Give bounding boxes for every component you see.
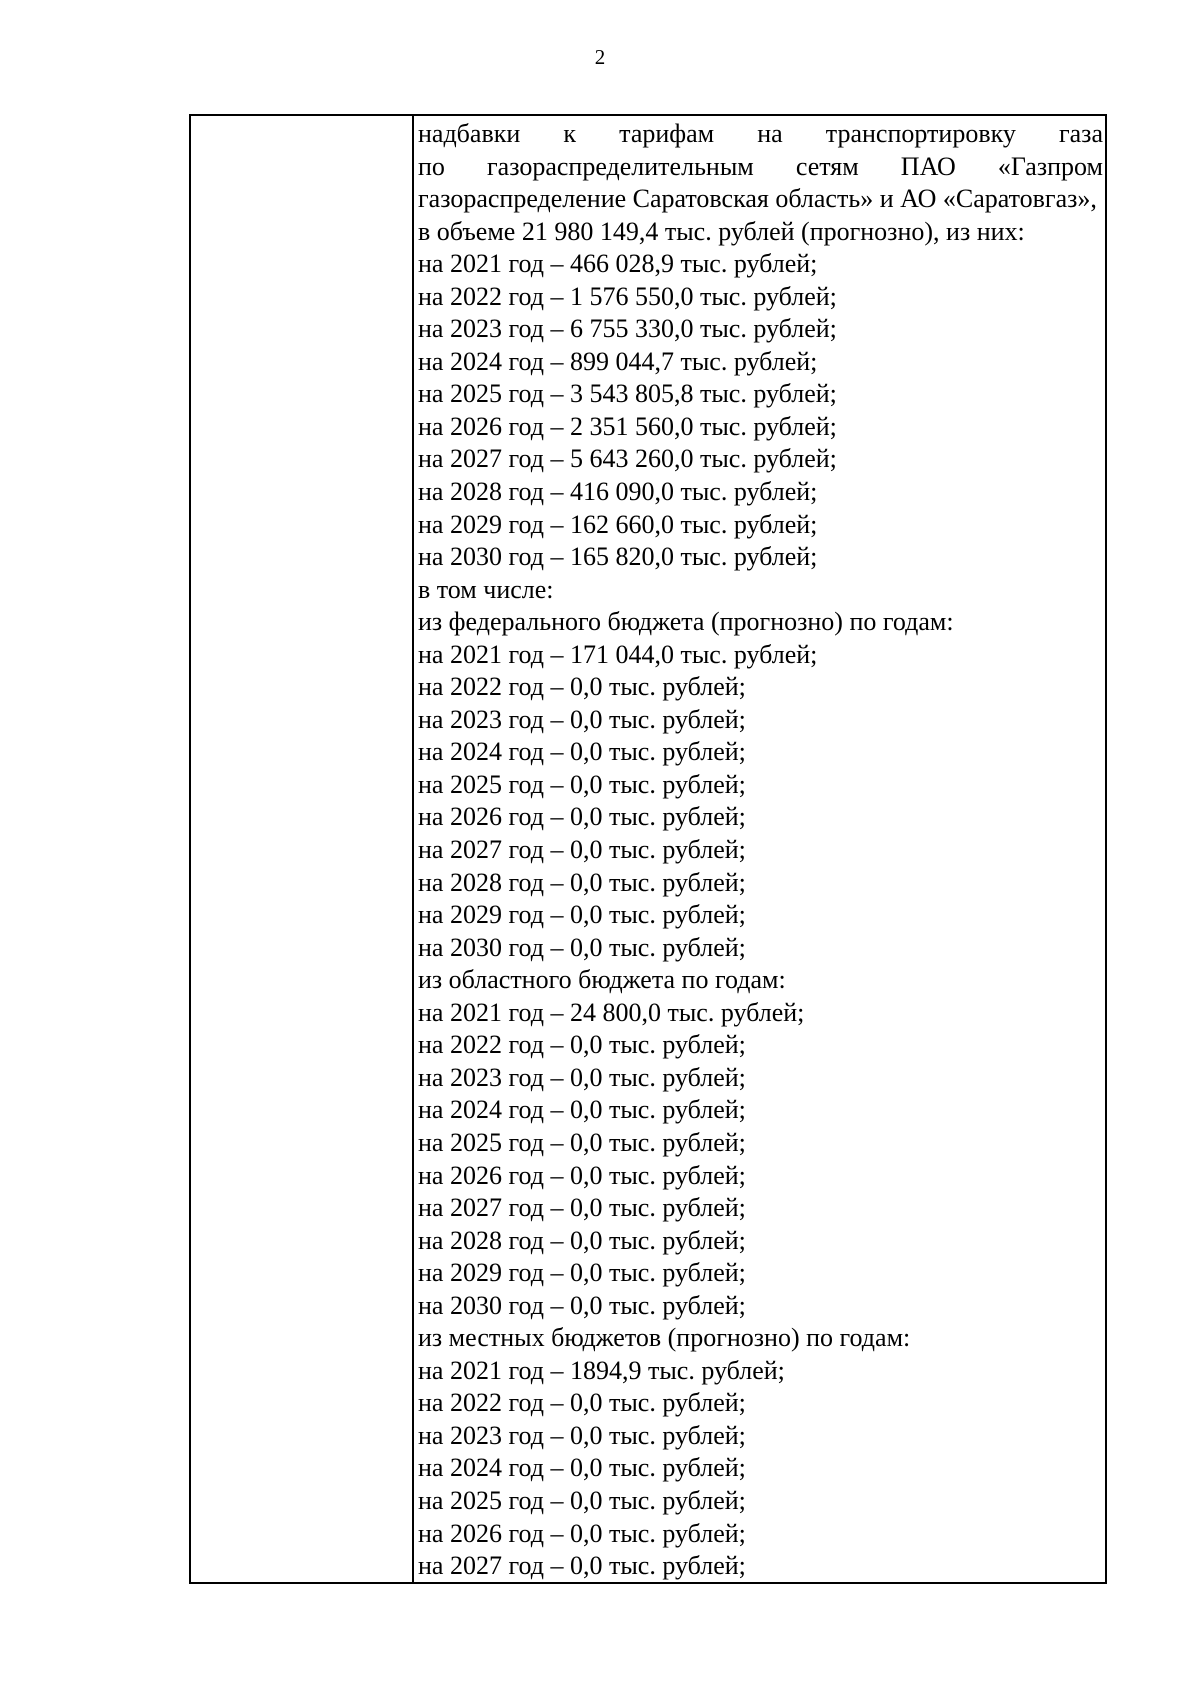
text-line: на 2022 год – 0,0 тыс. рублей;: [418, 672, 746, 702]
text-line: на 2024 год – 899 044,7 тыс. рублей;: [418, 346, 818, 376]
text-line: на 2029 год – 162 660,0 тыс. рублей;: [418, 509, 818, 539]
text-line: из местных бюджетов (прогнозно) по годам:: [418, 1323, 911, 1353]
text-line: на 2024 год – 0,0 тыс. рублей;: [418, 1095, 746, 1125]
text-line: на 2028 год – 416 090,0 тыс. рублей;: [418, 477, 818, 507]
text-line: на 2030 год – 165 820,0 тыс. рублей;: [418, 542, 818, 572]
text-line: на 2022 год – 1 576 550,0 тыс. рублей;: [418, 281, 837, 311]
text-line: на 2027 год – 5 643 260,0 тыс. рублей;: [418, 444, 837, 474]
text-line: на 2024 год – 0,0 тыс. рублей;: [418, 1453, 746, 1483]
text-line: на 2022 год – 0,0 тыс. рублей;: [418, 1388, 746, 1418]
text-line: на 2024 год – 0,0 тыс. рублей;: [418, 737, 746, 767]
table-left-cell: [191, 116, 414, 1582]
text-line: на 2030 год – 0,0 тыс. рублей;: [418, 1290, 746, 1320]
text-line: на 2027 год – 0,0 тыс. рублей;: [418, 1551, 746, 1581]
text-line: на 2021 год – 1894,9 тыс. рублей;: [418, 1355, 785, 1385]
funding-table: [189, 114, 1107, 1584]
text-line: на 2030 год – 0,0 тыс. рублей;: [418, 932, 746, 962]
text-line: на 2028 год – 0,0 тыс. рублей;: [418, 1225, 746, 1255]
text-line: на 2021 год – 466 028,9 тыс. рублей;: [418, 249, 818, 279]
text-line: на 2023 год – 0,0 тыс. рублей;: [418, 1420, 746, 1450]
text-line: по газораспределительным сетям ПАО «Газпром: [418, 151, 1103, 181]
text-line: на 2022 год – 0,0 тыс. рублей;: [418, 1030, 746, 1060]
text-line: на 2027 год – 0,0 тыс. рублей;: [418, 835, 746, 865]
text-line: на 2025 год – 3 543 805,8 тыс. рублей;: [418, 379, 837, 409]
text-line: на 2029 год – 0,0 тыс. рублей;: [418, 900, 746, 930]
text-line: на 2025 год – 0,0 тыс. рублей;: [418, 1127, 746, 1157]
text-line: на 2026 год – 0,0 тыс. рублей;: [418, 1518, 746, 1548]
text-line: на 2023 год – 0,0 тыс. рублей;: [418, 704, 746, 734]
text-line: на 2021 год – 171 044,0 тыс. рублей;: [418, 639, 818, 669]
text-line: на 2027 год – 0,0 тыс. рублей;: [418, 1193, 746, 1223]
table-right-cell: [416, 116, 1105, 1582]
text-line: на 2026 год – 0,0 тыс. рублей;: [418, 802, 746, 832]
text-line: на 2026 год – 2 351 560,0 тыс. рублей;: [418, 411, 837, 441]
text-line: на 2023 год – 6 755 330,0 тыс. рублей;: [418, 314, 837, 344]
text-line: на 2025 год – 0,0 тыс. рублей;: [418, 769, 746, 799]
page-number: 2: [594, 45, 606, 69]
text-line: в объеме 21 980 149,4 тыс. рублей (прогнозно), из них:: [418, 216, 1025, 246]
text-line: в том числе:: [418, 574, 554, 604]
text-line: на 2025 год – 0,0 тыс. рублей;: [418, 1485, 746, 1515]
text-line: надбавки к тарифам на транспортировку газа: [418, 119, 1103, 148]
text-line: на 2021 год – 24 800,0 тыс. рублей;: [418, 997, 805, 1027]
text-line: из областного бюджета по годам:: [418, 965, 786, 995]
text-line: газораспределение Саратовская область» и АО «Саратовгаз»,: [418, 184, 1097, 214]
text-line: на 2029 год – 0,0 тыс. рублей;: [418, 1258, 746, 1288]
text-line: на 2023 год – 0,0 тыс. рублей;: [418, 1062, 746, 1092]
text-line: на 2026 год – 0,0 тыс. рублей;: [418, 1160, 746, 1190]
text-line: из федерального бюджета (прогнозно) по годам:: [418, 607, 954, 637]
text-line: на 2028 год – 0,0 тыс. рублей;: [418, 867, 746, 897]
